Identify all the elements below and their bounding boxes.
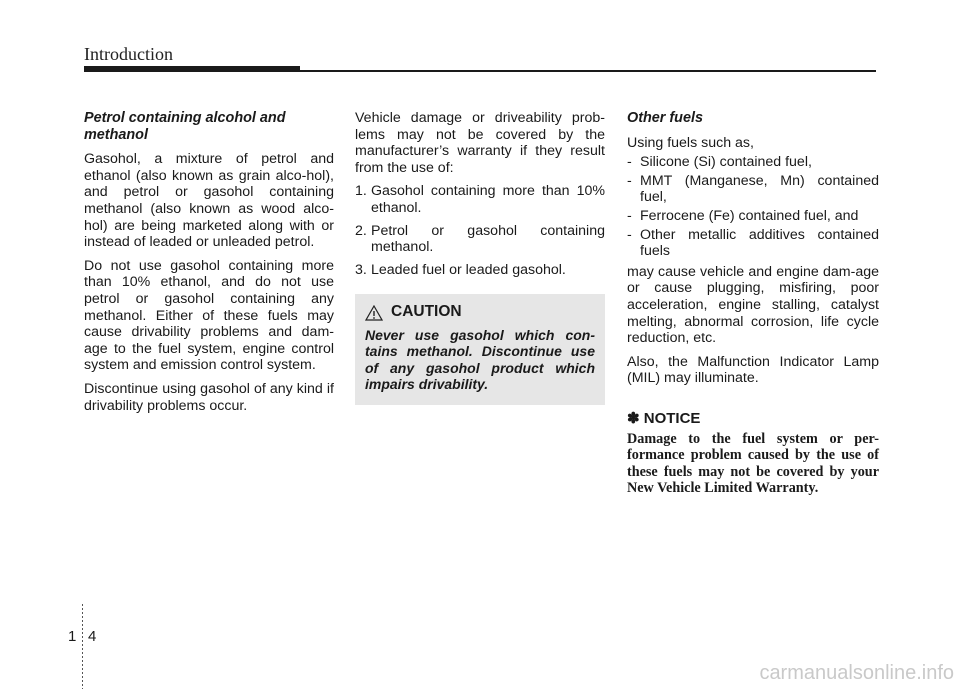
caution-header [365, 304, 595, 321]
bullet-text: Other metallic additives contained fuels [640, 226, 879, 260]
item-number: 2. [355, 222, 367, 239]
numbered-item [355, 183, 605, 216]
dash-bullet: - [627, 226, 632, 243]
warning-triangle-icon [365, 305, 383, 321]
watermark: carmanualsonline.info [759, 662, 954, 684]
item-text: Petrol or gasohol containing methanol. [371, 222, 605, 256]
header-rule-thin [300, 70, 876, 72]
bullet-text: Silicone (Si) contained fuel, [640, 154, 812, 171]
bullet-text: MMT (Manganese, Mn) contained fuel, [640, 172, 879, 206]
section-heading-alcohol: Petrol containing alcohol and methanol [84, 110, 286, 143]
list-item [627, 227, 879, 260]
caution-box [355, 294, 605, 405]
item-number: 1. [355, 183, 367, 200]
column-left [84, 110, 334, 421]
page-number: 4 [88, 628, 97, 645]
bullet-text: Ferrocene (Fe) contained fuel, and [640, 207, 859, 224]
header-rule-thick [84, 66, 300, 72]
column-right [627, 110, 879, 497]
paragraph: Also, the Malfunction Indicator Lamp (MIL) may illuminate. [627, 353, 879, 387]
paragraph: Using fuels such as, [627, 134, 754, 151]
chapter-number: 1 [68, 628, 77, 645]
item-number: 3. [355, 261, 367, 278]
list-item [627, 154, 879, 171]
notice-title: ✽ NOTICE [627, 409, 701, 427]
paragraph: Vehicle damage or driveability prob-lems may not be covered by the manufacturer’s warranty if they result from the use of: [355, 110, 605, 176]
list-item [627, 208, 879, 225]
page-header-title: Introduction [84, 44, 173, 64]
item-text: Leaded fuel or leaded gasohol. [371, 261, 566, 278]
dash-bullet: - [627, 172, 632, 189]
footer-divider [82, 604, 83, 689]
item-text: Gasohol containing more than 10% ethanol. [371, 183, 605, 216]
list-item [627, 173, 879, 206]
numbered-item [355, 223, 605, 256]
paragraph: may cause vehicle and engine dam-age or cause plugging, misfiring, poor acceleration, engine stalling, catalyst melting, abnormal corrosion, life cycle reduction, etc. [627, 263, 879, 347]
paragraph: Discontinue using gasohol of any kind if drivability problems occur. [84, 380, 334, 414]
caution-text: Never use gasohol which con-tains methanol. Discontinue use of any gasohol product which impairs drivability. [365, 326, 595, 393]
paragraph: Do not use gasohol containing more than 10% ethanol, and do not use petrol or gasohol containing any methanol. Either of these fuels may cause drivability problems and dam-age to the fuel system, engine control system and emission control system. [84, 257, 334, 374]
notice-text: Damage to the fuel system or per-formance problem caused by the use of these fuels may not be covered by your New Vehicle Limited Warranty. [627, 430, 879, 497]
caution-title: CAUTION [391, 303, 462, 321]
column-middle [355, 110, 605, 405]
numbered-item [355, 262, 605, 279]
dash-bullet: - [627, 207, 632, 224]
paragraph: Gasohol, a mixture of petrol and ethanol (also known as grain alco-hol), and petrol or gasohol containing methanol (also known as wood alco-hol) are being marketed along with or instead of leaded or unleaded petrol. [84, 151, 334, 251]
section-heading-other-fuels: Other fuels [627, 110, 703, 126]
dash-bullet: - [627, 154, 632, 171]
